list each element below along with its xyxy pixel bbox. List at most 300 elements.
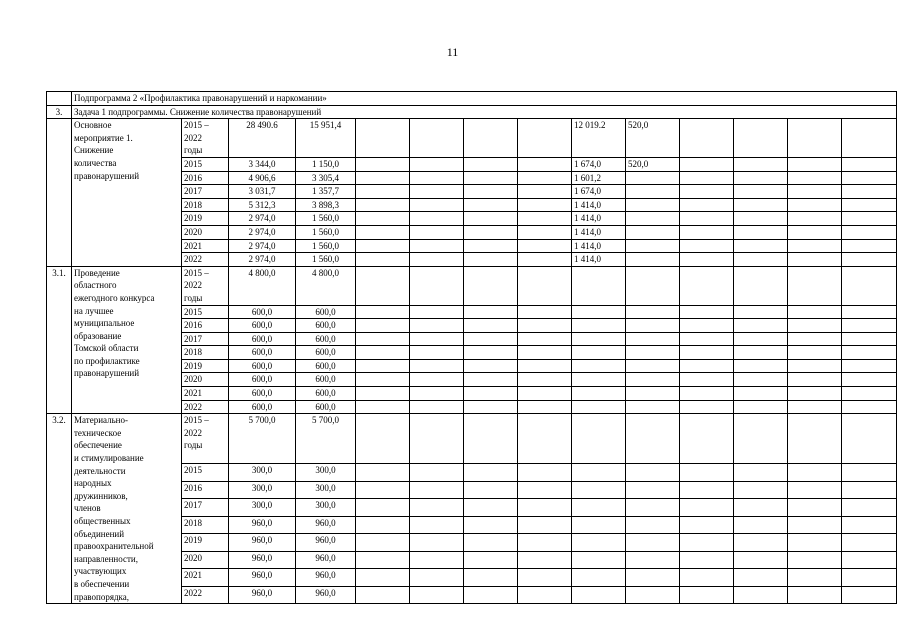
empty-cell: [842, 332, 897, 346]
text-line: областного: [74, 280, 117, 291]
other-funding: [626, 400, 680, 414]
subprogram-row: [47, 92, 897, 106]
other-funding: [626, 212, 680, 226]
empty-cell: [410, 414, 464, 464]
total-funding: 4 800,0: [229, 266, 296, 305]
total-funding: 600,0: [229, 400, 296, 414]
empty-cell: [518, 516, 572, 533]
federal-funding: 4 800,0: [296, 266, 356, 305]
federal-funding: 300,0: [296, 481, 356, 498]
text-line: правопорядка,: [74, 591, 130, 602]
local-funding: 12 019.2: [572, 119, 626, 158]
local-funding: 1 414,0: [572, 198, 626, 212]
other-funding: [626, 516, 680, 533]
total-funding: 5 700,0: [229, 414, 296, 464]
empty-cell: [464, 387, 518, 401]
empty-cell: [464, 319, 518, 333]
empty-cell: [734, 319, 788, 333]
empty-cell: [788, 253, 842, 267]
empty-cell: [464, 239, 518, 253]
federal-funding: 600,0: [296, 305, 356, 319]
table-row: [47, 266, 897, 305]
task-number: 3.: [47, 105, 72, 119]
empty-cell: [788, 185, 842, 199]
empty-cell: [734, 516, 788, 533]
empty-cell: [842, 373, 897, 387]
empty-cell: [680, 198, 734, 212]
text-line: 2015 –: [184, 267, 209, 278]
federal-funding: 960,0: [296, 569, 356, 586]
empty-cell: [356, 346, 410, 360]
other-funding: [626, 305, 680, 319]
empty-cell: [356, 414, 410, 464]
empty-cell: [680, 534, 734, 551]
other-funding: [626, 534, 680, 551]
total-funding: 600,0: [229, 387, 296, 401]
other-funding: [626, 185, 680, 199]
empty-cell: [410, 225, 464, 239]
total-funding: 28 490.6: [229, 119, 296, 158]
total-funding: 960,0: [229, 569, 296, 586]
empty-cell: [464, 516, 518, 533]
empty-cell: [734, 414, 788, 464]
row-number: 3.2.: [47, 414, 72, 604]
year-cell: 2015: [182, 305, 229, 319]
federal-funding: 5 700,0: [296, 414, 356, 464]
text-line: по профилактике: [74, 355, 140, 366]
empty-cell: [680, 400, 734, 414]
total-funding: 2 974,0: [229, 239, 296, 253]
page-number: 11: [446, 45, 459, 59]
local-funding: 1 674,0: [572, 185, 626, 199]
total-funding: 600,0: [229, 373, 296, 387]
empty-cell: [356, 499, 410, 516]
other-funding: [626, 464, 680, 481]
federal-funding: 3 305,4: [296, 171, 356, 185]
text-line: годы: [184, 145, 203, 156]
empty-cell: [788, 305, 842, 319]
text-line: 2015 –: [184, 415, 209, 426]
local-funding: [572, 387, 626, 401]
local-funding: [572, 499, 626, 516]
empty-cell: [518, 253, 572, 267]
empty-cell: [788, 534, 842, 551]
empty-cell: [842, 551, 897, 568]
table-body: [47, 92, 897, 604]
local-funding: [572, 305, 626, 319]
empty-cell: [410, 239, 464, 253]
federal-funding: 600,0: [296, 346, 356, 360]
empty-cell: [842, 464, 897, 481]
text-line: 2022: [184, 280, 202, 291]
empty-cell: [518, 157, 572, 171]
empty-cell: [842, 305, 897, 319]
table-row: [47, 414, 897, 464]
empty-cell: [680, 171, 734, 185]
empty-cell: [734, 481, 788, 498]
empty-cell: [788, 319, 842, 333]
empty-cell: [356, 239, 410, 253]
total-funding: 960,0: [229, 551, 296, 568]
empty-cell: [734, 400, 788, 414]
period-cell: [182, 414, 229, 464]
empty-cell: [788, 499, 842, 516]
empty-cell: [842, 239, 897, 253]
year-cell: 2020: [182, 551, 229, 568]
federal-funding: 600,0: [296, 387, 356, 401]
local-funding: 1 414,0: [572, 225, 626, 239]
empty-cell: [842, 198, 897, 212]
other-funding: [626, 332, 680, 346]
empty-cell: [788, 586, 842, 604]
year-cell: 2017: [182, 499, 229, 516]
empty-cell: [842, 171, 897, 185]
federal-funding: 600,0: [296, 400, 356, 414]
other-funding: [626, 171, 680, 185]
text-line: и стимулирование: [74, 453, 144, 464]
empty-cell: [734, 373, 788, 387]
empty-cell: [680, 346, 734, 360]
text-line: правонарушений: [74, 368, 140, 379]
year-cell: 2018: [182, 516, 229, 533]
task-row: [47, 105, 897, 119]
empty-cell: [842, 346, 897, 360]
empty-cell: [356, 400, 410, 414]
empty-cell: [788, 464, 842, 481]
empty-cell: [518, 359, 572, 373]
empty-cell: [680, 516, 734, 533]
empty-cell: [518, 225, 572, 239]
empty-cell: [410, 516, 464, 533]
empty-cell: [356, 157, 410, 171]
empty-cell: [680, 253, 734, 267]
empty-cell: [356, 586, 410, 604]
empty-cell: [410, 569, 464, 586]
empty-cell: [410, 119, 464, 158]
empty-cell: [680, 212, 734, 226]
empty-cell: [734, 171, 788, 185]
empty-cell: [410, 400, 464, 414]
empty-cell: [356, 225, 410, 239]
empty-cell: [464, 400, 518, 414]
empty-cell: [356, 373, 410, 387]
local-funding: 1 674,0: [572, 157, 626, 171]
empty-cell: [734, 551, 788, 568]
period-cell: [182, 119, 229, 158]
empty-cell: [356, 253, 410, 267]
empty-cell: [356, 551, 410, 568]
empty-cell: [410, 387, 464, 401]
empty-cell: [788, 212, 842, 226]
empty-cell: [356, 481, 410, 498]
text-line: правонарушений: [74, 170, 140, 181]
empty-cell: [464, 551, 518, 568]
year-cell: 2016: [182, 171, 229, 185]
text-line: техническое: [74, 427, 122, 438]
empty-cell: [842, 387, 897, 401]
empty-cell: [464, 499, 518, 516]
other-funding: [626, 359, 680, 373]
text-line: муниципальное: [74, 318, 135, 329]
federal-funding: 1 357,7: [296, 185, 356, 199]
empty-cell: [464, 212, 518, 226]
subprogram-budget-table: [46, 91, 897, 604]
federal-funding: 1 150,0: [296, 157, 356, 171]
total-funding: 600,0: [229, 346, 296, 360]
text-line: дружинников,: [74, 490, 128, 501]
empty-cell: [734, 185, 788, 199]
local-funding: 1 414,0: [572, 253, 626, 267]
total-funding: 600,0: [229, 359, 296, 373]
empty-cell: [518, 185, 572, 199]
empty-cell: [518, 569, 572, 586]
empty-cell: [734, 225, 788, 239]
local-funding: [572, 359, 626, 373]
local-funding: [572, 373, 626, 387]
year-cell: 2020: [182, 225, 229, 239]
empty-cell: [788, 551, 842, 568]
empty-cell: [518, 387, 572, 401]
empty-cell: [734, 346, 788, 360]
year-cell: 2022: [182, 400, 229, 414]
empty-cell: [734, 212, 788, 226]
empty-cell: [464, 185, 518, 199]
total-funding: 960,0: [229, 586, 296, 604]
total-funding: 960,0: [229, 516, 296, 533]
empty-cell: [842, 253, 897, 267]
other-funding: [626, 586, 680, 604]
empty-cell: [680, 119, 734, 158]
empty-cell: [518, 171, 572, 185]
empty-cell: [356, 119, 410, 158]
other-funding: [626, 239, 680, 253]
other-funding: 520,0: [626, 119, 680, 158]
text-line: 2022: [184, 427, 202, 438]
other-funding: [626, 225, 680, 239]
row-number: [47, 119, 72, 267]
empty-cell: [356, 464, 410, 481]
year-cell: 2021: [182, 569, 229, 586]
text-line: в обеспечении: [74, 578, 130, 589]
empty-cell: [464, 119, 518, 158]
other-funding: [626, 481, 680, 498]
empty-cell: [842, 400, 897, 414]
federal-funding: 300,0: [296, 464, 356, 481]
empty-cell: [680, 586, 734, 604]
table-row: [47, 119, 897, 158]
empty-cell: [842, 319, 897, 333]
empty-cell: [788, 266, 842, 305]
local-funding: [572, 346, 626, 360]
empty-cell: [788, 119, 842, 158]
empty-cell: [680, 319, 734, 333]
empty-cell: [680, 373, 734, 387]
year-cell: 2022: [182, 586, 229, 604]
empty-cell: [356, 171, 410, 185]
empty-cell: [788, 346, 842, 360]
empty-cell: [410, 171, 464, 185]
empty-cell: [734, 119, 788, 158]
local-funding: [572, 516, 626, 533]
empty-cell: [518, 400, 572, 414]
empty-cell: [356, 359, 410, 373]
year-cell: 2021: [182, 387, 229, 401]
activity-name: [72, 266, 182, 414]
local-funding: [572, 481, 626, 498]
total-funding: 300,0: [229, 499, 296, 516]
local-funding: [572, 400, 626, 414]
empty-cell: [518, 499, 572, 516]
empty-cell: [788, 387, 842, 401]
empty-cell: [410, 157, 464, 171]
empty-cell: [410, 464, 464, 481]
empty-cell: [842, 516, 897, 533]
empty-cell: [734, 305, 788, 319]
empty-cell: [464, 534, 518, 551]
empty-cell: [680, 225, 734, 239]
empty-cell: [788, 481, 842, 498]
empty-cell: [410, 359, 464, 373]
empty-cell: [518, 551, 572, 568]
text-line: правоохранительной: [74, 541, 154, 552]
empty-cell: [518, 586, 572, 604]
empty-cell: [410, 332, 464, 346]
empty-cell: [356, 534, 410, 551]
empty-cell: [410, 373, 464, 387]
empty-cell: [356, 516, 410, 533]
empty-cell: [518, 305, 572, 319]
empty-cell: [680, 499, 734, 516]
empty-cell: [788, 171, 842, 185]
federal-funding: 960,0: [296, 534, 356, 551]
empty-cell: [680, 551, 734, 568]
empty-cell: [464, 414, 518, 464]
task-title: Задача 1 подпрограммы. Снижение количества правонарушений: [72, 105, 897, 119]
empty-cell: [410, 305, 464, 319]
empty-cell: [356, 198, 410, 212]
row-number: 3.1.: [47, 266, 72, 414]
federal-funding: 960,0: [296, 586, 356, 604]
year-cell: 2015: [182, 157, 229, 171]
year-cell: 2016: [182, 481, 229, 498]
text-line: Основное: [74, 120, 112, 131]
text-line: объединений: [74, 528, 125, 539]
empty-cell: [356, 387, 410, 401]
federal-funding: 1 560,0: [296, 253, 356, 267]
other-funding: [626, 266, 680, 305]
empty-cell: [518, 373, 572, 387]
empty-cell: [464, 569, 518, 586]
empty-cell: [410, 253, 464, 267]
text-line: ежегодного конкурса: [74, 292, 155, 303]
other-funding: [626, 253, 680, 267]
empty-cell: [518, 464, 572, 481]
empty-cell: [518, 239, 572, 253]
empty-cell: [734, 239, 788, 253]
total-funding: 2 974,0: [229, 253, 296, 267]
empty-cell: [842, 586, 897, 604]
federal-funding: 1 560,0: [296, 212, 356, 226]
empty-cell: [47, 92, 72, 106]
empty-cell: [356, 212, 410, 226]
empty-cell: [464, 359, 518, 373]
empty-cell: [788, 569, 842, 586]
federal-funding: 600,0: [296, 332, 356, 346]
total-funding: 600,0: [229, 305, 296, 319]
empty-cell: [788, 332, 842, 346]
empty-cell: [788, 373, 842, 387]
text-line: на лучшее: [74, 305, 114, 316]
period-cell: [182, 266, 229, 305]
empty-cell: [410, 534, 464, 551]
local-funding: [572, 534, 626, 551]
empty-cell: [680, 414, 734, 464]
federal-funding: 600,0: [296, 373, 356, 387]
federal-funding: 3 898,3: [296, 198, 356, 212]
empty-cell: [464, 266, 518, 305]
local-funding: [572, 551, 626, 568]
subprogram-title: Подпрограмма 2 «Профилактика правонарушений и наркомании»: [72, 92, 897, 106]
text-line: Томской области: [74, 343, 139, 354]
empty-cell: [734, 586, 788, 604]
empty-cell: [734, 534, 788, 551]
empty-cell: [734, 569, 788, 586]
other-funding: [626, 569, 680, 586]
empty-cell: [842, 569, 897, 586]
local-funding: [572, 586, 626, 604]
empty-cell: [410, 586, 464, 604]
other-funding: [626, 551, 680, 568]
total-funding: 3 344,0: [229, 157, 296, 171]
empty-cell: [518, 212, 572, 226]
empty-cell: [734, 266, 788, 305]
empty-cell: [464, 586, 518, 604]
empty-cell: [356, 305, 410, 319]
text-line: деятельности: [74, 465, 126, 476]
total-funding: 600,0: [229, 332, 296, 346]
empty-cell: [410, 481, 464, 498]
other-funding: [626, 198, 680, 212]
empty-cell: [680, 305, 734, 319]
local-funding: 1 414,0: [572, 212, 626, 226]
empty-cell: [518, 319, 572, 333]
local-funding: [572, 266, 626, 305]
year-cell: 2019: [182, 359, 229, 373]
text-line: Проведение: [74, 267, 120, 278]
text-line: образование: [74, 330, 122, 341]
empty-cell: [356, 319, 410, 333]
year-cell: 2022: [182, 253, 229, 267]
empty-cell: [680, 569, 734, 586]
local-funding: [572, 464, 626, 481]
empty-cell: [410, 551, 464, 568]
empty-cell: [518, 481, 572, 498]
text-line: мероприятие 1.: [74, 132, 133, 143]
local-funding: [572, 332, 626, 346]
empty-cell: [734, 198, 788, 212]
text-line: годы: [184, 292, 203, 303]
federal-funding: 300,0: [296, 499, 356, 516]
empty-cell: [410, 266, 464, 305]
year-cell: 2019: [182, 534, 229, 551]
empty-cell: [788, 414, 842, 464]
empty-cell: [842, 266, 897, 305]
federal-funding: 600,0: [296, 359, 356, 373]
total-funding: 4 906,6: [229, 171, 296, 185]
empty-cell: [734, 332, 788, 346]
local-funding: 1 601,2: [572, 171, 626, 185]
empty-cell: [356, 569, 410, 586]
